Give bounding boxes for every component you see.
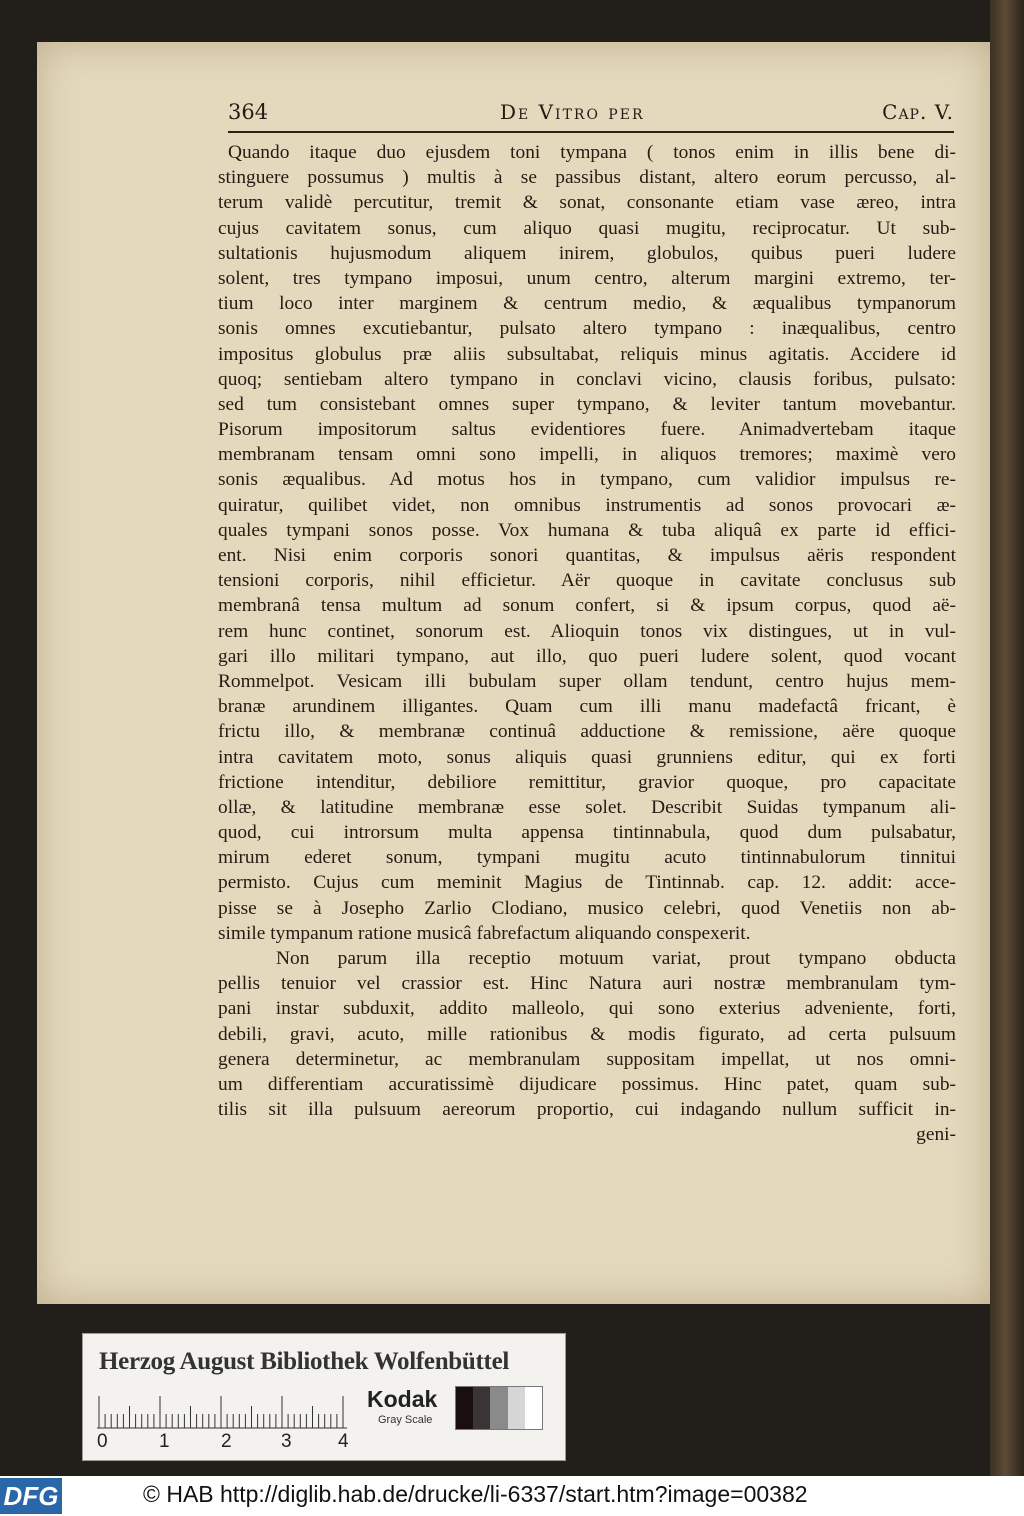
footer-bar xyxy=(0,1476,1024,1516)
text-line: permisto. Cujus cum meminit Magius de Tintinnab. cap. 12. addit: acce- xyxy=(218,872,956,894)
text-line: um differentiam accuratissimè dijudicare possimus. Hinc patet, quam sub- xyxy=(218,1073,956,1095)
text-line: debili, gravi, acuto, mille rationibus & modis figurato, ad certa pulsuum xyxy=(218,1023,956,1045)
kodak-brand: Kodak xyxy=(367,1386,438,1412)
text-line: pani instar subduxit, addito malleolo, qui sono exterius adveniente, forti, xyxy=(218,998,956,1020)
copyright-link[interactable]: © HAB http://diglib.hab.de/drucke/li-6337/start.htm?image=00382 xyxy=(143,1481,808,1507)
text-line: tium loco inter marginem & centrum medio, & æqualibus tympanorum xyxy=(218,293,956,315)
text-line: quales tympani sonos posse. Vox humana & tuba aliquâ ex parte id effici- xyxy=(218,519,956,541)
text-line: sonis omnes excutiebantur, pulsato altero tympano : inæqualibus, centro xyxy=(218,318,956,340)
text-line: tensioni corporis, nihil efficietur. Aër quoque in cavitate conclusus sub xyxy=(218,570,956,592)
text-line: ent. Nisi enim corporis sonori quantitas, & impulsus aëris respondent xyxy=(218,545,956,566)
text-line: quod, cui introrsum multa appensa tintinnabula, quod dum pulsabatur, xyxy=(218,822,956,844)
text-line: frictione intenditur, debiliore remittitur, gravior quoque, pro capacitate xyxy=(218,771,956,793)
scale-number: 4 xyxy=(338,1431,349,1452)
text-line: quiratur, quilibet videt, non omnibus instrumentis ad sonos provocari æ- xyxy=(218,494,956,516)
book-edge xyxy=(990,0,1024,1476)
text-line: tilis sit illa pulsuum aereorum proportio, cui indagando nullum sufficit in- xyxy=(218,1099,956,1121)
text-line: mirum ederet sonum, tympani mugitu acuto tintinnabulorum tinnitui xyxy=(218,847,956,869)
text-line: branæ arundinem illigantes. Quam cum illi manu madefactâ fricant, è xyxy=(218,696,956,718)
page-number: 364 xyxy=(228,100,269,124)
text-line: sultationis hujusmodum aliquem inirem, globulos, quibus pueri ludere xyxy=(218,242,956,264)
catchword: geni- xyxy=(916,1124,956,1146)
gray-swatch xyxy=(490,1387,507,1429)
body-text xyxy=(218,140,956,1148)
header-rule xyxy=(228,131,954,133)
text-line: Non parum illa receptio motuum variat, prout tympano obducta xyxy=(276,948,956,969)
gray-scale-label: Gray Scale xyxy=(378,1414,433,1426)
chapter-label: Cap. V. xyxy=(882,100,954,124)
text-line: pisse se à Josepho Zarlio Clodiano, musico celebri, quod Venetiis non ab- xyxy=(218,897,956,919)
text-line: impositus globulus præ aliis subsultabat, reliquis minus agitatis. Accidere id xyxy=(218,343,956,365)
gray-swatch xyxy=(525,1387,542,1429)
gray-swatch xyxy=(456,1387,473,1429)
gray-swatch xyxy=(473,1387,490,1429)
text-line: stinguere possumus ) multis à se passibus distant, altero eorum percusso, al- xyxy=(218,167,956,189)
text-line: sed tum consistebant omnes super tympano, & leviter tantum movebantur. xyxy=(218,393,956,415)
text-line: rem hunc continet, sonorum est. Alioquin tonos vix distingues, ut in vul- xyxy=(218,620,956,642)
scale-number: 0 xyxy=(97,1431,108,1452)
text-line: gari illo militari tympano, aut illo, quo pueri ludere solent, quod vocant xyxy=(218,645,956,667)
text-line: solent, tres tympano imposui, unum centro, alterum margini extremo, ter- xyxy=(218,267,956,289)
running-title: De Vitro per xyxy=(500,100,645,124)
text-line: frictu illo, & membranæ continuâ adductione & remissione, aëre quoque xyxy=(218,721,956,743)
scale-number: 2 xyxy=(221,1431,232,1452)
text-line: cujus cavitatem sonus, cum aliquo quasi mugitu, reciprocatur. Ut sub- xyxy=(218,217,956,239)
text-line: genera determinetur, ac membranulam suppositam impellat, ut nos omni- xyxy=(218,1048,956,1070)
text-line: membranâ tensa multum ad sonum confert, si & ipsum corpus, quod aë- xyxy=(218,595,956,617)
text-line: sonis æqualibus. Ad motus hos in tympano, cum validior impulsus re- xyxy=(218,469,956,491)
gray-swatches xyxy=(455,1386,543,1430)
text-line: simile tympanum ratione musicâ fabrefactum aliquando conspexerit. xyxy=(218,922,751,944)
text-line: ollæ, & latitudine membranæ esse solet. Describit Suidas tympanum ali- xyxy=(218,796,956,818)
library-name: Herzog August Bibliothek Wolfenbüttel xyxy=(99,1348,510,1375)
text-line: Quando itaque duo ejusdem toni tympana ( tonos enim in illis bene di- xyxy=(228,142,956,163)
dfg-logo: DFG xyxy=(0,1478,62,1514)
scale-number: 1 xyxy=(159,1431,170,1452)
text-line: intra cavitatem moto, sonus aliquis quasi grunniens editur, qui ex forti xyxy=(218,746,956,768)
text-line: Pisorum impositorum saltus evidentiores fuere. Animadvertebam itaque xyxy=(218,419,956,441)
text-line: quoq; sentiebam altero tympano in conclavi vicino, clausis foribus, pulsato: xyxy=(218,368,956,390)
text-line: Rommelpot. Vesicam illi bubulam super ollam tendunt, centro hujus mem- xyxy=(218,670,956,692)
gray-swatch xyxy=(508,1387,525,1429)
text-line: pellis tenuior vel crassior est. Hinc Natura auri nostræ membranulam tym- xyxy=(218,973,956,995)
running-head xyxy=(228,98,954,132)
library-color-plate xyxy=(82,1333,566,1461)
text-line: terum validè percutitur, tremit & sonat, consonante etiam vase æreo, intra xyxy=(218,192,956,214)
text-line: membranam tensam omni sono impelli, in aliquos tremores; maximè vero xyxy=(218,444,956,466)
scale-number: 3 xyxy=(281,1431,292,1452)
ruler-scale xyxy=(97,1394,355,1430)
